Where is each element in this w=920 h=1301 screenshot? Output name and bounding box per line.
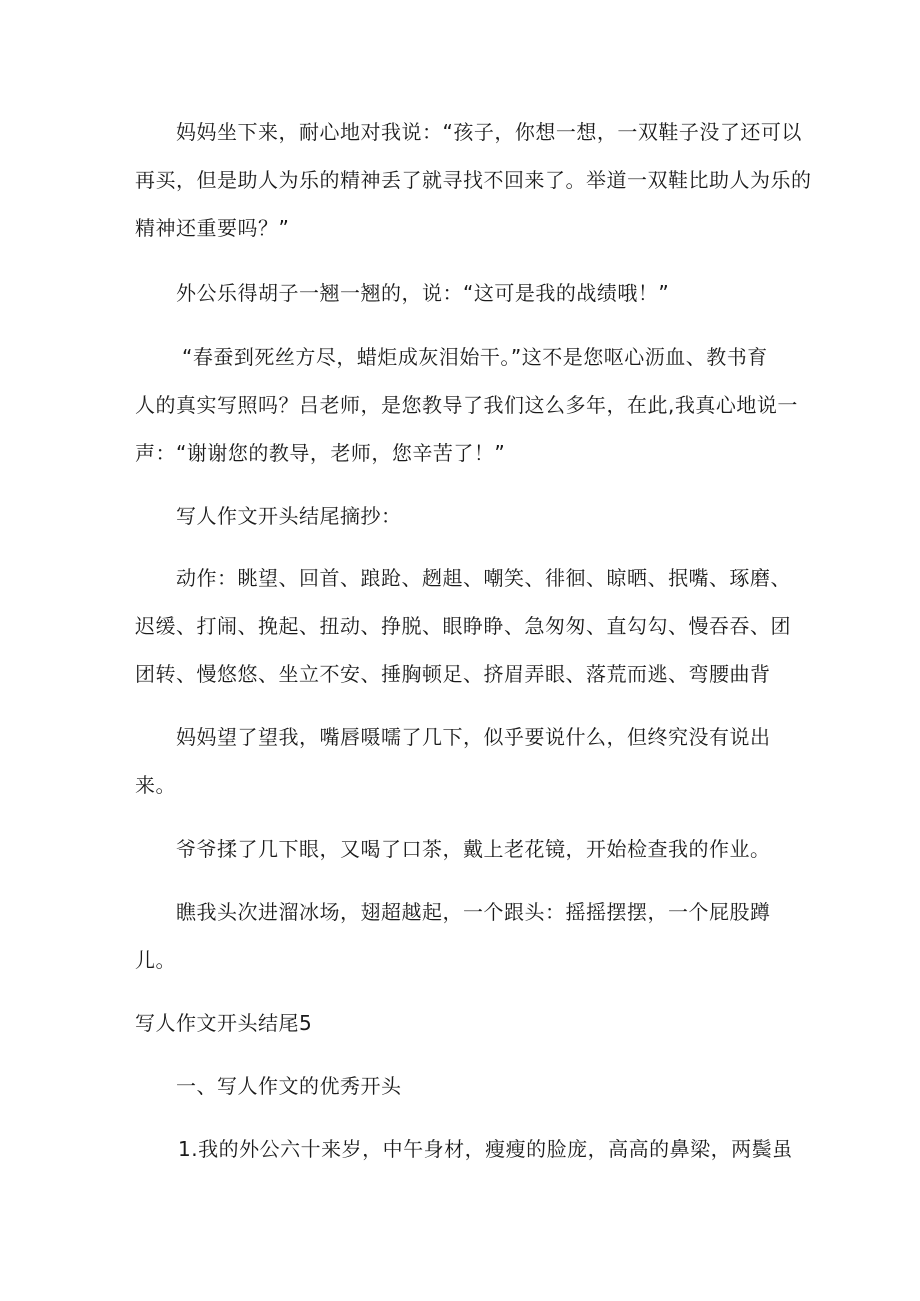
text-line: “春蚕到死丝方尽，蜡炬成灰泪始干。”这不是您呕心沥血、教书育: [182, 345, 768, 369]
section-heading: 写人作文开头结尾摘抄：: [176, 504, 402, 528]
text-line: 儿。: [135, 948, 176, 972]
text-line: 声：“谢谢您的教导，老师，您辛苦了！”: [135, 441, 506, 465]
text-line: 迟缓、打闹、挽起、扭动、挣脱、眼睁睁、急匆匆、直勾勾、慢吞吞、团: [135, 614, 791, 638]
text-line: 人的真实写照吗？吕老师，是您教导了我们这么多年，在此,我真心地说一: [135, 393, 798, 417]
text-line: 再买，但是助人为乐的精神丢了就寻找不回来了。举道一双鞋比助人为乐的: [135, 168, 812, 192]
text-line: 动作：眺望、回首、踉跄、趔趄、嘲笑、徘徊、晾晒、抿嘴、琢磨、: [176, 566, 791, 590]
subsection-heading: 一、写人作文的优秀开头: [176, 1074, 402, 1098]
text-line: 外公乐得胡子一翘一翘的，说：“这可是我的战绩哦！”: [176, 281, 670, 305]
section-title: 写人作文开头结尾5: [135, 1011, 313, 1035]
text-line: 1.我的外公六十来岁，中午身材，瘦瘦的脸庞，高高的鼻梁，两鬓虽: [178, 1137, 793, 1161]
text-line: 妈妈坐下来，耐心地对我说：“孩子，你想一想，一双鞋子没了还可以: [176, 120, 802, 144]
text-line: 团转、慢悠悠、坐立不安、捶胸顿足、挤眉弄眼、落荒而逃、弯腰曲背: [135, 662, 771, 686]
text-line: 妈妈望了望我，嘴唇嗫嚅了几下，似乎要说什么，但终究没有说出: [176, 725, 771, 749]
text-line: 爷爷揉了几下眼，又喝了口茶，戴上老花镜，开始检查我的作业。: [176, 837, 771, 861]
text-line: 来。: [135, 773, 176, 797]
text-line: 瞧我头次进溜冰场，翅超越起，一个跟头：摇摇摆摆，一个屁股蹲: [176, 900, 771, 924]
text-line: 精神还重要吗？”: [135, 216, 290, 240]
